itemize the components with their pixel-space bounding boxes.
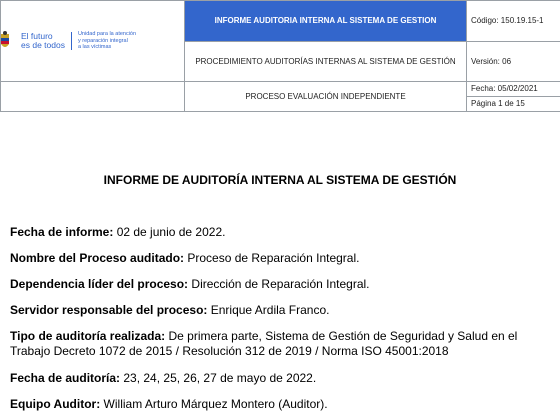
report-date-field: Fecha de informe: 02 de junio de 2022. bbox=[10, 225, 226, 239]
document-header bbox=[0, 0, 560, 112]
audit-type-field: Tipo de auditoría realizada: De primera parte, Sistema de Gestión de Seguridad y Salud en el Trabajo Decreto 1072 de 2015 / Resolución 312 de 2019 / Norma ISO 45001:2018 bbox=[10, 329, 518, 358]
document-date: Fecha: 05/02/2021 bbox=[467, 82, 560, 97]
audit-team-field: Equipo Auditor: William Arturo Márquez Montero (Auditor). bbox=[10, 397, 328, 411]
entity-name: Unidad para la atención y reparación integral a las víctimas bbox=[77, 31, 137, 51]
date-page-cell bbox=[467, 82, 560, 112]
responsible-officer-field: Servidor responsable del proceso: Enrique Ardila Franco. bbox=[10, 303, 330, 317]
process-title-cell: PROCESO EVALUACIÓN INDEPENDIENTE bbox=[185, 82, 467, 112]
document-title: INFORME DE AUDITORÍA INTERNA AL SISTEMA DE GESTIÓN bbox=[103, 173, 457, 187]
audit-date-field: Fecha de auditoría: 23, 24, 25, 26, 27 de mayo de 2022. bbox=[10, 371, 317, 385]
procedure-title-cell: PROCEDIMIENTO AUDITORÍAS INTERNAS AL SISTEMA DE GESTIÓN bbox=[185, 41, 467, 82]
report-title-cell: INFORME AUDITORIA INTERNA AL SISTEMA DE GESTION bbox=[185, 1, 467, 42]
lead-unit-field: Dependencia líder del proceso: Dirección de Reparación Integral. bbox=[10, 277, 370, 291]
government-slogan: El futuro es de todos bbox=[21, 32, 72, 50]
empty-logo-cell bbox=[1, 82, 185, 112]
page-number: Página 1 de 15 bbox=[471, 99, 525, 108]
document-code: Código: 150.19.15-1 bbox=[467, 1, 560, 42]
logo-cell bbox=[1, 1, 185, 82]
coat-of-arms-icon bbox=[0, 30, 13, 52]
audited-process-field: Nombre del Proceso auditado: Proceso de Reparación Integral. bbox=[10, 251, 360, 265]
document-version: Versión: 06 bbox=[467, 41, 560, 82]
